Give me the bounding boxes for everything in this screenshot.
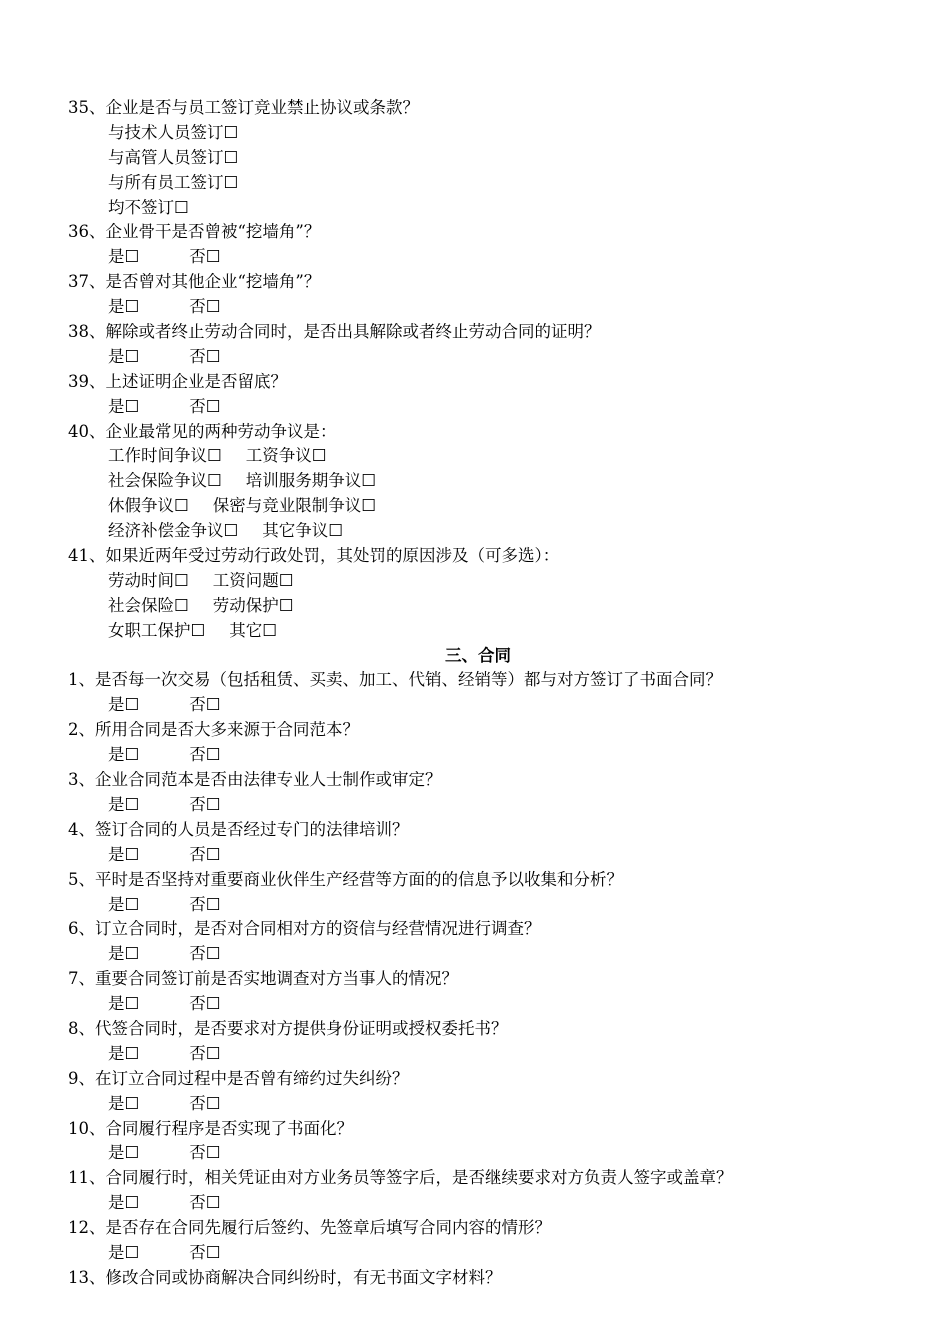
checkbox-option[interactable]: 是☐ [108, 297, 140, 317]
question-text: 1、是否每一次交易（包括租赁、买卖、加工、代销、经销等）都与对方签订了书面合同？ [68, 670, 722, 690]
checkbox-option[interactable]: 工作时间争议☐ [108, 446, 222, 466]
checkbox-option[interactable]: 劳动保护☐ [212, 595, 294, 615]
checkbox-option[interactable]: 否☐ [189, 1143, 221, 1163]
checkbox-option[interactable]: 是☐ [108, 894, 140, 914]
section-title: 三、合同 [445, 645, 511, 665]
checkbox-option[interactable]: 工资争议☐ [245, 446, 327, 466]
question-text: 40、企业最常见的两种劳动争议是： [68, 421, 337, 441]
checkbox-option[interactable]: 是☐ [108, 994, 140, 1014]
question-text: 8、代签合同时，是否要求对方提供身份证明或授权委托书？ [68, 1018, 508, 1038]
checkbox-option[interactable]: 否☐ [189, 1242, 221, 1262]
answer-options [68, 171, 888, 196]
question-text: 37、是否曾对其他企业“挖墙角”？ [68, 272, 321, 292]
answer-options [68, 1191, 888, 1216]
checkbox-option[interactable]: 其它争议☐ [262, 521, 344, 541]
answer-options [68, 245, 888, 270]
checkbox-option[interactable]: 工资问题☐ [212, 570, 294, 590]
checkbox-option[interactable]: 是☐ [108, 1143, 140, 1163]
checkbox-option[interactable]: 是☐ [108, 247, 140, 267]
checkbox-option[interactable]: 是☐ [108, 346, 140, 366]
checkbox-option[interactable]: 休假争议☐ [108, 496, 189, 516]
checkbox-option[interactable]: 保密与竞业限制争议☐ [212, 496, 377, 516]
checkbox-option[interactable]: 是☐ [108, 944, 140, 964]
question-text: 2、所用合同是否大多来源于合同范本？ [68, 720, 359, 740]
checkbox-option[interactable]: 否☐ [189, 695, 221, 715]
checkbox-option[interactable]: 否☐ [189, 1093, 221, 1113]
checkbox-option[interactable]: 是☐ [108, 844, 140, 864]
question-text: 39、上述证明企业是否留底？ [68, 371, 287, 391]
answer-options [68, 121, 888, 146]
answer-options [68, 619, 888, 644]
checkbox-option[interactable]: 是☐ [108, 396, 140, 416]
checkbox-option[interactable]: 否☐ [189, 745, 221, 765]
checkbox-option[interactable]: 否☐ [189, 944, 221, 964]
answer-options [68, 395, 888, 420]
question-text: 13、修改合同或协商解决合同纠纷时，有无书面文字材料？ [68, 1267, 502, 1287]
checkbox-option[interactable]: 否☐ [189, 894, 221, 914]
checkbox-option[interactable]: 否☐ [189, 994, 221, 1014]
question-text: 9、在订立合同过程中是否曾有缔约过失纠纷？ [68, 1068, 409, 1088]
checkbox-option[interactable]: 是☐ [108, 794, 140, 814]
question-text: 3、企业合同范本是否由法律专业人士制作或审定？ [68, 770, 442, 790]
answer-options [68, 594, 888, 619]
question-text: 7、重要合同签订前是否实地调查对方当事人的情况？ [68, 969, 458, 989]
checkbox-option[interactable]: 是☐ [108, 1043, 140, 1063]
checkbox-option[interactable]: 女职工保护☐ [108, 620, 206, 640]
checkbox-option[interactable]: 是☐ [108, 1193, 140, 1213]
checkbox-option[interactable]: 劳动时间☐ [108, 570, 189, 590]
checkbox-option[interactable]: 否☐ [189, 346, 221, 366]
answer-options [68, 942, 888, 967]
answer-options [68, 295, 888, 320]
checkbox-option[interactable]: 否☐ [189, 1043, 221, 1063]
checkbox-option[interactable]: 否☐ [189, 1193, 221, 1213]
checkbox-option[interactable]: 社会保险争议☐ [108, 471, 222, 491]
question-text: 38、解除或者终止劳动合同时，是否出具解除或者终止劳动合同的证明？ [68, 322, 601, 342]
checkbox-option[interactable]: 否☐ [189, 794, 221, 814]
questionnaire-page [68, 96, 888, 1291]
answer-options [68, 469, 888, 494]
checkbox-option[interactable]: 是☐ [108, 695, 140, 715]
question-text: 41、如果近两年受过劳动行政处罚，其处罚的原因涉及（可多选）： [68, 546, 560, 566]
answer-options [68, 494, 888, 519]
question-text: 10、合同履行程序是否实现了书面化？ [68, 1118, 353, 1138]
checkbox-option[interactable]: 与技术人员签订☐ [108, 122, 239, 142]
answer-options [68, 345, 888, 370]
checkbox-option[interactable]: 否☐ [189, 297, 221, 317]
answer-options [68, 793, 888, 818]
answer-options [68, 1141, 888, 1166]
answer-options [68, 1092, 888, 1117]
question-text: 5、平时是否坚持对重要商业伙伴生产经营等方面的的信息予以收集和分析？ [68, 869, 623, 889]
question-text: 4、签订合同的人员是否经过专门的法律培训？ [68, 819, 409, 839]
checkbox-option[interactable]: 社会保险☐ [108, 595, 189, 615]
checkbox-option[interactable]: 均不签订☐ [108, 197, 189, 217]
answer-options [68, 992, 888, 1017]
checkbox-option[interactable]: 经济补偿金争议☐ [108, 521, 239, 541]
checkbox-option[interactable]: 其它☐ [229, 620, 278, 640]
question-text: 12、是否存在合同先履行后签约、先签章后填写合同内容的情形？ [68, 1218, 551, 1238]
answer-options [68, 1042, 888, 1067]
answer-options [68, 196, 888, 221]
answer-options [68, 146, 888, 171]
answer-options [68, 743, 888, 768]
checkbox-option[interactable]: 否☐ [189, 396, 221, 416]
checkbox-option[interactable]: 培训服务期争议☐ [245, 471, 377, 491]
checkbox-option[interactable]: 是☐ [108, 1093, 140, 1113]
answer-options [68, 519, 888, 544]
checkbox-option[interactable]: 否☐ [189, 844, 221, 864]
checkbox-option[interactable]: 是☐ [108, 1242, 140, 1262]
question-text: 11、合同履行时，相关凭证由对方业务员等签字后，是否继续要求对方负责人签字或盖章？ [68, 1168, 733, 1188]
answer-options [68, 693, 888, 718]
checkbox-option[interactable]: 与高管人员签订☐ [108, 147, 239, 167]
question-text: 35、企业是否与员工签订竞业禁止协议或条款？ [68, 98, 419, 117]
answer-options [68, 843, 888, 868]
checkbox-option[interactable]: 是☐ [108, 745, 140, 765]
checkbox-option[interactable]: 否☐ [189, 247, 221, 267]
answer-options [68, 569, 888, 594]
question-text: 36、企业骨干是否曾被“挖墙角”？ [68, 222, 321, 242]
question-text: 6、订立合同时，是否对合同相对方的资信与经营情况进行调查？ [68, 919, 541, 939]
checkbox-option[interactable]: 与所有员工签订☐ [108, 172, 239, 192]
answer-options [68, 893, 888, 918]
answer-options [68, 1241, 888, 1266]
answer-options [68, 444, 888, 469]
